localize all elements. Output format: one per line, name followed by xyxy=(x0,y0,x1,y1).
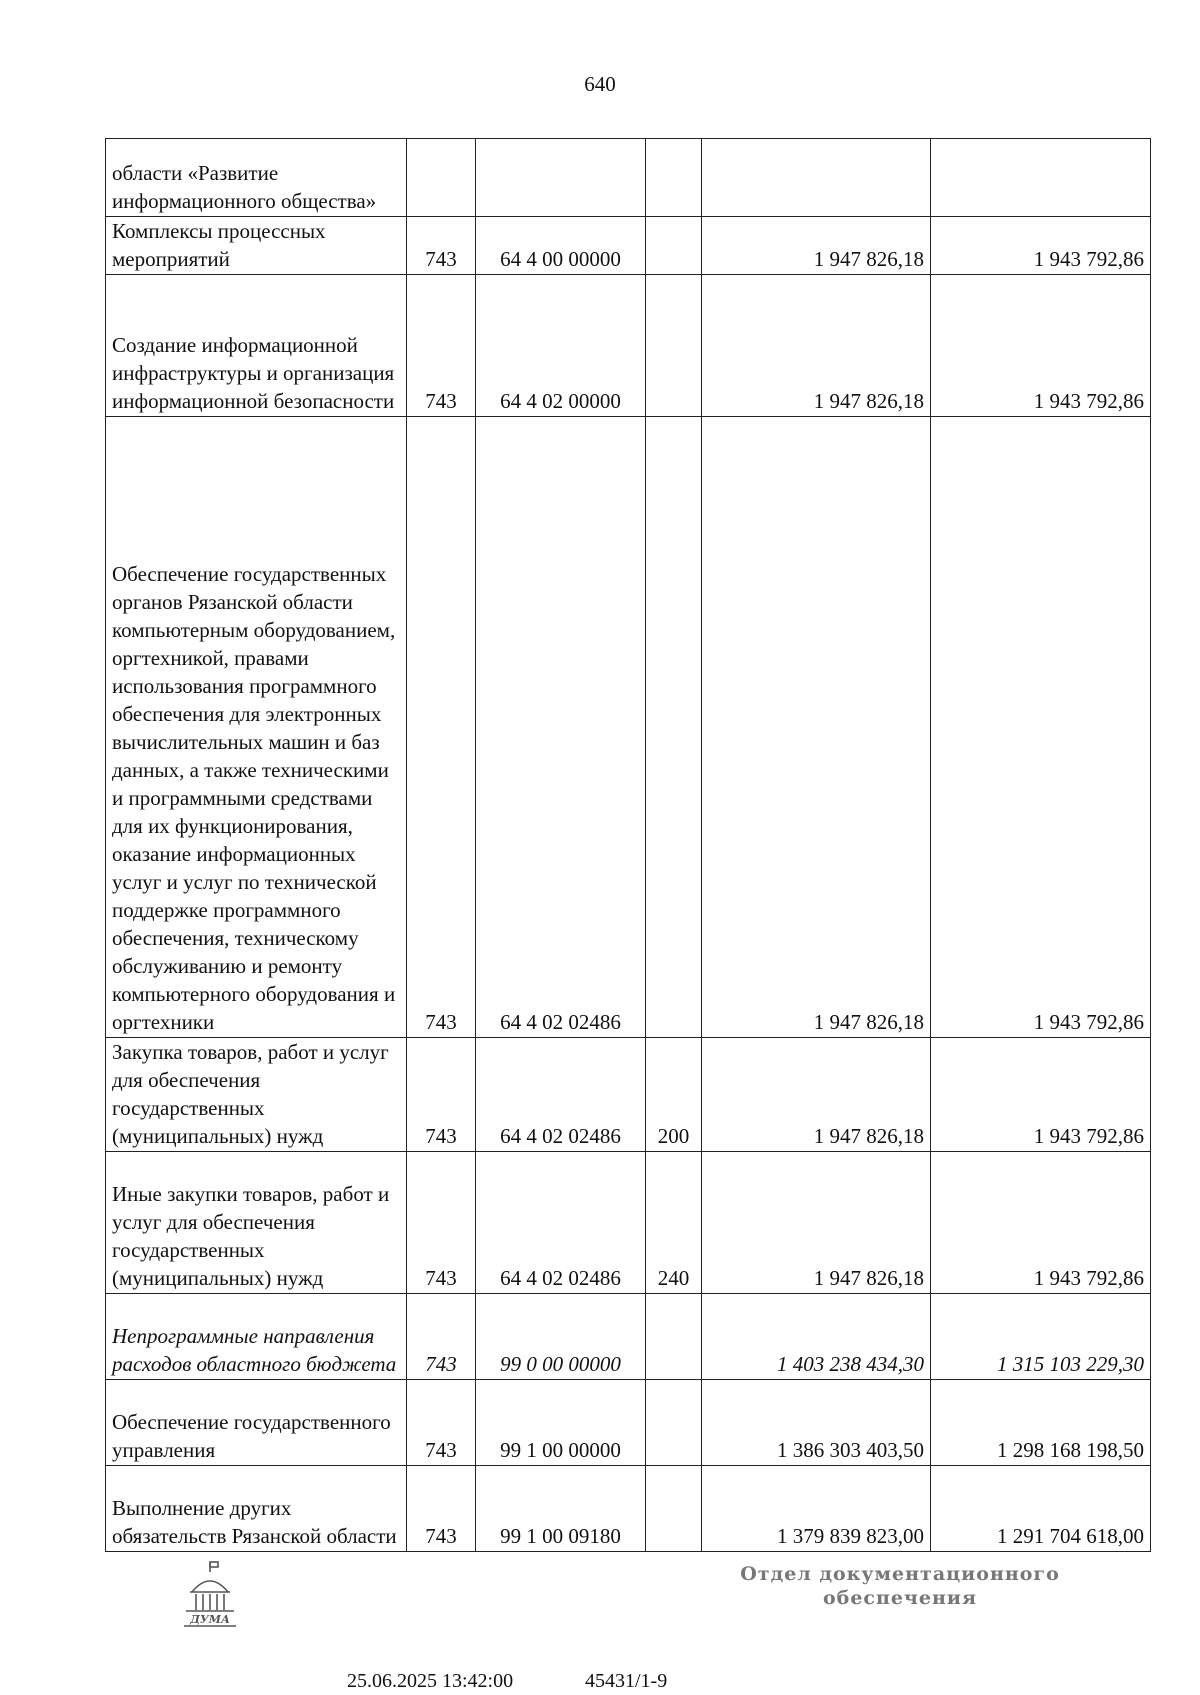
row-sum-year-2: 1 291 704 618,00 xyxy=(931,1466,1151,1552)
row-ministry-code: 743 xyxy=(407,1038,476,1152)
row-target-code: 64 4 02 02486 xyxy=(476,1152,646,1294)
row-target-code: 99 1 00 00000 xyxy=(476,1380,646,1466)
row-ministry-code: 743 xyxy=(407,1294,476,1380)
row-ministry-code: 743 xyxy=(407,417,476,1038)
row-expense-type xyxy=(646,1294,702,1380)
row-sum-year-1: 1 386 303 403,50 xyxy=(702,1380,931,1466)
row-sum-year-2: 1 315 103 229,30 xyxy=(931,1294,1151,1380)
row-sum-year-1: 1 947 826,18 xyxy=(702,1038,931,1152)
row-expense-type xyxy=(646,1380,702,1466)
row-name: Закупка товаров, работ и услуг для обеспечения государственных (муниципальных) нужд xyxy=(106,1038,407,1152)
stamp-line-1: Отдел документационного xyxy=(740,1563,1060,1585)
row-sum-year-2: 1 943 792,86 xyxy=(931,1152,1151,1294)
row-sum-year-2 xyxy=(931,139,1151,217)
row-ministry-code: 743 xyxy=(407,1380,476,1466)
row-expense-type: 200 xyxy=(646,1038,702,1152)
row-name: области «Развитие информационного общества» xyxy=(106,139,407,217)
document-datetime: 25.06.2025 13:42:00 xyxy=(347,1670,514,1692)
svg-text:ДУМА: ДУМА xyxy=(190,1613,230,1626)
table-row xyxy=(106,275,1151,417)
page-number: 640 xyxy=(584,72,616,96)
row-sum-year-1: 1 947 826,18 xyxy=(702,275,931,417)
row-sum-year-1: 1 403 238 434,30 xyxy=(702,1294,931,1380)
row-target-code: 99 1 00 09180 xyxy=(476,1466,646,1552)
row-expense-type: 240 xyxy=(646,1152,702,1294)
table-row xyxy=(106,217,1151,275)
row-ministry-code: 743 xyxy=(407,1152,476,1294)
row-ministry-code: 743 xyxy=(407,1466,476,1552)
table-row xyxy=(106,1038,1151,1152)
table-row xyxy=(106,1152,1151,1294)
row-ministry-code: 743 xyxy=(407,275,476,417)
table-row xyxy=(106,1466,1151,1552)
row-target-code: 64 4 02 00000 xyxy=(476,275,646,417)
row-sum-year-1: 1 947 826,18 xyxy=(702,1152,931,1294)
row-expense-type xyxy=(646,139,702,217)
row-target-code: 64 4 00 00000 xyxy=(476,217,646,275)
table-row xyxy=(106,417,1151,1038)
row-ministry-code xyxy=(407,139,476,217)
row-sum-year-1: 1 947 826,18 xyxy=(702,217,931,275)
stamp-line-2: обеспечения xyxy=(822,1587,978,1609)
row-target-code: 64 4 02 02486 xyxy=(476,1038,646,1152)
row-target-code: 64 4 02 02486 xyxy=(476,417,646,1038)
row-name: Непрограммные направления расходов областного бюджета xyxy=(106,1294,407,1380)
row-sum-year-2: 1 943 792,86 xyxy=(931,1038,1151,1152)
row-name: Выполнение других обязательств Рязанской области xyxy=(106,1466,407,1552)
row-sum-year-1: 1 379 839 823,00 xyxy=(702,1466,931,1552)
duma-logo-icon xyxy=(180,1560,240,1630)
table-row xyxy=(106,1380,1151,1466)
row-sum-year-2: 1 943 792,86 xyxy=(931,417,1151,1038)
row-sum-year-2: 1 943 792,86 xyxy=(931,217,1151,275)
row-sum-year-2: 1 298 168 198,50 xyxy=(931,1380,1151,1466)
row-name: Создание информационной инфраструктуры и организация информационной безопасности xyxy=(106,275,407,417)
row-ministry-code: 743 xyxy=(407,217,476,275)
budget-table xyxy=(105,138,1151,1552)
row-name: Комплексы процессных мероприятий xyxy=(106,217,407,275)
row-sum-year-1: 1 947 826,18 xyxy=(702,417,931,1038)
row-expense-type xyxy=(646,417,702,1038)
row-target-code xyxy=(476,139,646,217)
row-sum-year-1 xyxy=(702,139,931,217)
department-stamp xyxy=(740,1562,1060,1610)
row-expense-type xyxy=(646,217,702,275)
row-sum-year-2: 1 943 792,86 xyxy=(931,275,1151,417)
row-name: Обеспечение государственного управления xyxy=(106,1380,407,1466)
row-expense-type xyxy=(646,275,702,417)
table-row xyxy=(106,139,1151,217)
row-target-code: 99 0 00 00000 xyxy=(476,1294,646,1380)
table-row xyxy=(106,1294,1151,1380)
row-name: Иные закупки товаров, работ и услуг для обеспечения государственных (муниципальных) нужд xyxy=(106,1152,407,1294)
row-expense-type xyxy=(646,1466,702,1552)
registration-number: 45431/1-9 xyxy=(585,1670,668,1692)
row-name: Обеспечение государственных органов Рязанской области компьютерным оборудованием, оргтехникой, правами использования программного обеспечения для электронных вычислительных машин и баз данных, а также техническими и программными средствами для их функционирования, оказание информационных услуг и услуг по технической поддержке программного обеспечения, техническому обслуживанию и ремонту компьютерного оборудования и оргтехники xyxy=(106,417,407,1038)
